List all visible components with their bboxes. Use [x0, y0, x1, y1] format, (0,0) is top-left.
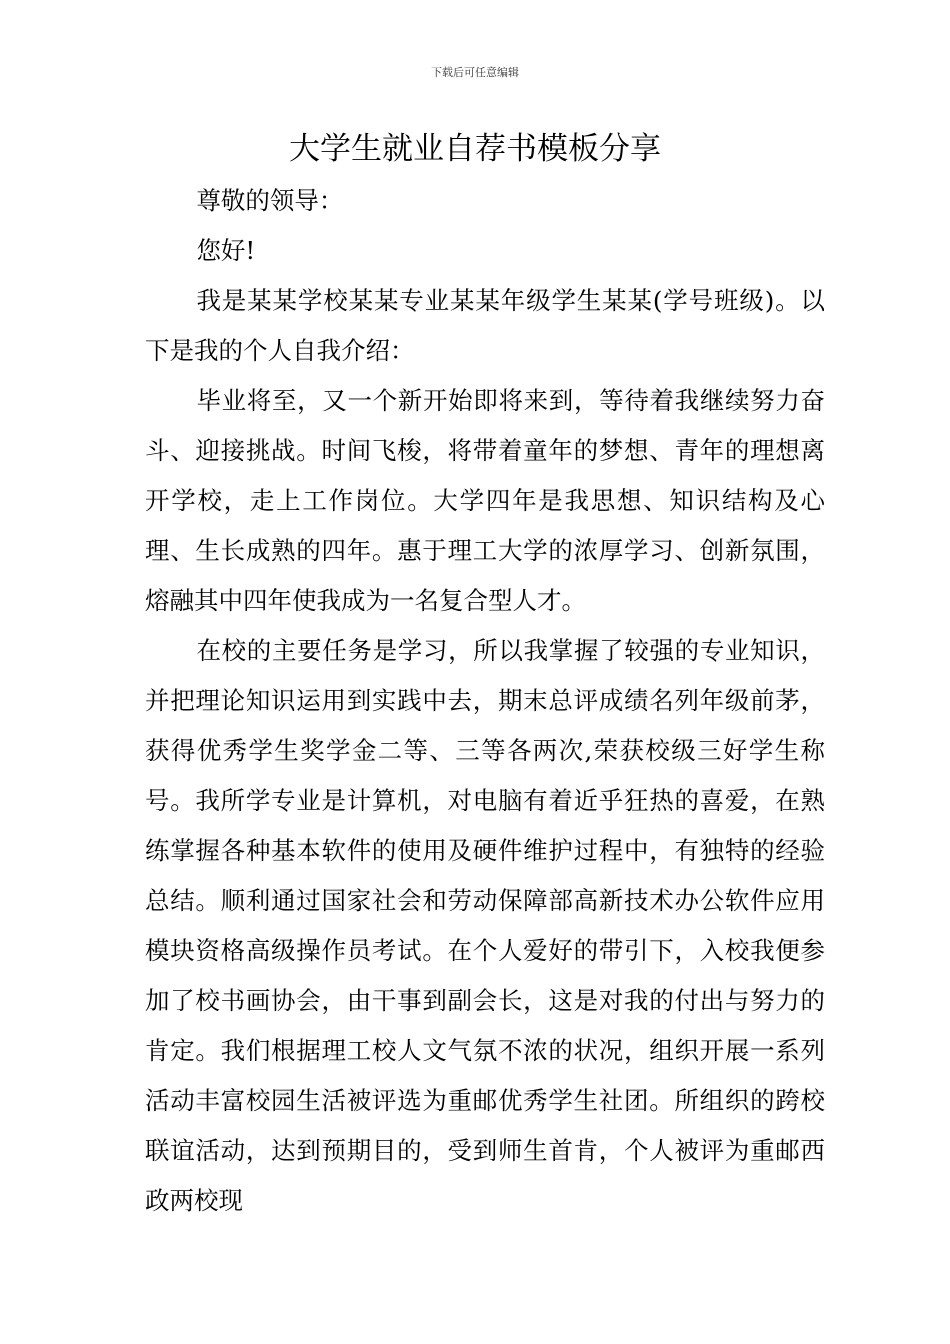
paragraph-intro: 我是某某学校某某专业某某年级学生某某(学号班级)。以下是我的个人自我介绍：	[145, 286, 825, 365]
page-title: 大学生就业自荐书模板分享	[289, 131, 661, 167]
paragraph-study: 在校的主要任务是学习，所以我掌握了较强的专业知识，并把理论知识运用到实践中去，期末总评成绩名列年级前茅，获得优秀学生奖学金二等、三等各两次,荣获校级三好学生称号。我所学专业是计算机，对电脑有着近乎狂热的喜爱，在熟练掌握各种基本软件的使用及硬件维护过程中，有独特的经验总结。顺利通过国家社会和劳动保障部高新技术办公软件应用模块资格高级操作员考试。在个人爱好的带引下，入校我便参加了校书画协会，由干事到副会长，这是对我的付出与努力的肯定。我们根据理工校人文气氛不浓的状况，组织开展一系列活动丰富校园生活被评选为重邮优秀学生社团。所组织的跨校联谊活动，达到预期目的，受到师生首肯，个人被评为重邮西政两校现	[145, 636, 825, 1215]
salutation: 尊敬的领导：	[196, 186, 344, 215]
letter-body	[145, 176, 825, 1226]
greeting: 您好!	[196, 236, 256, 265]
header-note: 下载后可任意编辑	[431, 66, 519, 79]
paragraph-graduation: 毕业将至，又一个新开始即将来到，等待着我继续努力奋斗、迎接挑战。时间飞梭，将带着童年的梦想、青年的理想离开学校，走上工作岗位。大学四年是我思想、知识结构及心理、生长成熟的四年。惠于理工大学的浓厚学习、创新氛围，熔融其中四年使我成为一名复合型人才。	[145, 386, 825, 615]
